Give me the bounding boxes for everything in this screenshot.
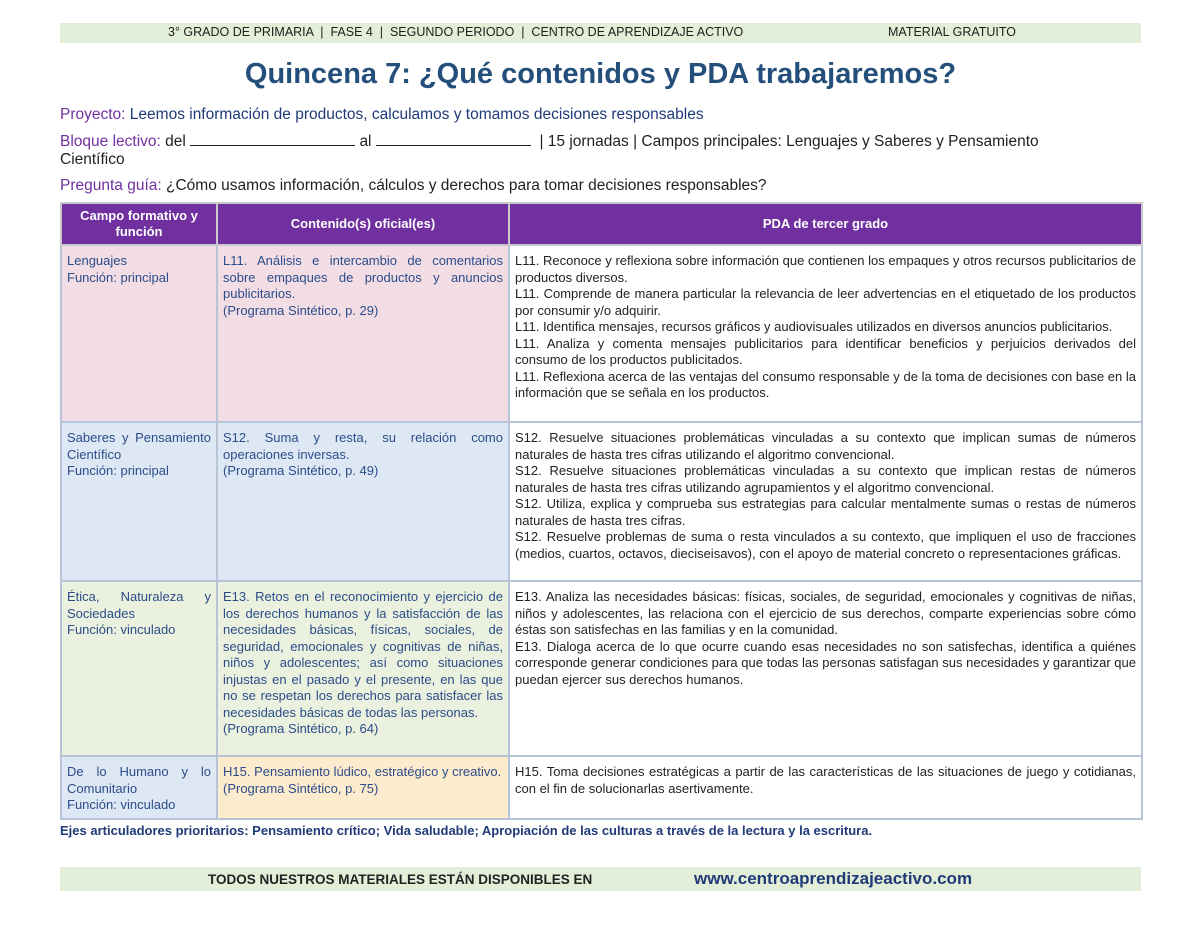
bloque-line <box>60 132 1141 169</box>
proyecto-line <box>60 106 1141 124</box>
campo-funcion: Función: principal <box>67 463 169 478</box>
contenido-text: L11. Análisis e intercambio de comentarios sobre empaques de productos y anuncios publicitarios. <box>223 253 503 301</box>
pregunta-label: Pregunta guía: <box>60 177 162 194</box>
table-row <box>61 245 1142 422</box>
footer-bar <box>60 867 1141 891</box>
contenido-text: H15. Pensamiento lúdico, estratégico y creativo. <box>223 764 502 779</box>
pda-item: L11. Comprende de manera particular la relevancia de leer advertencias en el etiquetado de los productos por consumir y/o adquirir. <box>515 286 1136 318</box>
bloque-details-cont: Científico <box>60 151 125 168</box>
contenido-programa: (Programa Sintético, p. 75) <box>223 780 379 796</box>
footer-url-link[interactable]: www.centroaprendizajeactivo.com <box>694 869 973 888</box>
bloque-del-blank[interactable] <box>190 132 355 146</box>
campo-cell <box>61 422 217 581</box>
pda-item: L11. Reflexiona acerca de las ventajas del consumo responsable y de la toma de decisiones con base en la información que se señala en los productos. <box>515 368 1136 400</box>
ejes-articuladores: Ejes articuladores prioritarios: Pensamiento crítico; Vida saludable; Apropiación de las culturas a través de la lectura y la escritura. <box>60 823 873 838</box>
campo-name: De lo Humano y lo Comunitario <box>67 764 211 796</box>
contenido-programa: (Programa Sintético, p. 29) <box>223 302 379 318</box>
contenido-programa: (Programa Sintético, p. 49) <box>223 463 379 478</box>
header-info: 3° GRADO DE PRIMARIA | FASE 4 | SEGUNDO PERIODO | CENTRO DE APRENDIZAJE ACTIVO <box>168 25 744 39</box>
campo-name: Saberes y Pensamiento Científico <box>67 430 211 462</box>
pda-cell <box>509 245 1142 422</box>
contenido-text: E13. Retos en el reconocimiento y ejercicio de los derechos humanos y la satisfacción de las necesidades básicas, físicas, sociales, de seguridad, emocionales y cognitivas de niñas, niños y adolescentes; así como situaciones injustas en el pasado y el presente, en las que no se respetan los derechos para satisfacer las necesidades básicas de todas las personas. <box>223 589 503 720</box>
proyecto-value: Leemos información de productos, calculamos y tomamos decisiones responsables <box>129 106 704 123</box>
header-contenido: Contenido(s) oficial(es) <box>217 203 509 245</box>
proyecto-label: Proyecto: <box>60 106 126 123</box>
table-row <box>61 422 1142 581</box>
campo-funcion: Función: vinculado <box>67 622 176 637</box>
pda-cell <box>509 422 1142 581</box>
footer-text: TODOS NUESTROS MATERIALES ESTÁN DISPONIBLES EN <box>208 872 593 887</box>
pregunta-value: ¿Cómo usamos información, cálculos y derechos para tomar decisiones responsables? <box>166 177 767 194</box>
contenido-programa: (Programa Sintético, p. 64) <box>223 721 379 736</box>
bloque-al: al <box>359 133 372 150</box>
campo-name: Ética, Naturaleza y Sociedades <box>67 589 211 621</box>
contenido-text: S12. Suma y resta, su relación como operaciones inversas. <box>223 430 503 462</box>
campo-funcion: Función: vinculado <box>67 797 176 812</box>
table-row <box>61 756 1142 819</box>
campo-cell <box>61 756 217 819</box>
bloque-details: | 15 jornadas | Campos principales: Lenguajes y Saberes y Pensamiento <box>539 133 1039 150</box>
table-header-row <box>61 203 1142 245</box>
contents-table <box>60 202 1143 820</box>
bloque-al-blank[interactable] <box>376 132 531 146</box>
contenido-cell <box>217 581 509 756</box>
header-pda: PDA de tercer grado <box>509 203 1142 245</box>
bloque-label: Bloque lectivo: <box>60 133 161 150</box>
contenido-cell <box>217 422 509 581</box>
table-row <box>61 581 1142 756</box>
pda-item: S12. Resuelve situaciones problemáticas vinculadas a su contexto que implican restas de números naturales de hasta tres cifras utilizando agrupamientos y el algoritmo convencional. <box>515 463 1136 495</box>
pda-item: S12. Resuelve problemas de suma o resta vinculados a su contexto, que impliquen el uso de fracciones (medios, cuartos, octavos, dieciseisavos), con el apoyo de material concreto o representaciones gráficas. <box>515 529 1136 561</box>
pda-item: E13. Dialoga acerca de lo que ocurre cuando esas necesidades no son satisfechas, identifica a quiénes corresponde generar condiciones para que todas las personas satisfagan sus necesidades y garantizar que puedan ejercer sus derechos humanos. <box>515 638 1136 687</box>
header-bar <box>60 23 1141 43</box>
pda-item: E13. Analiza las necesidades básicas: físicas, sociales, de seguridad, emocionales y cognitivas de niñas, niños y adolescentes, las relaciona con el ejercicio de sus derechos, comparte experiencias sobre cómo éstas son satisfechas en las familias y en la comunidad. <box>515 589 1136 637</box>
campo-cell <box>61 245 217 422</box>
campo-cell <box>61 581 217 756</box>
pda-item: L11. Reconoce y reflexiona sobre información que contienen los empaques y otros recursos publicitarios de productos diversos. <box>515 253 1136 285</box>
pda-cell <box>509 756 1142 819</box>
pda-item: S12. Utiliza, explica y comprueba sus estrategias para calcular mentalmente sumas o restas de números naturales de hasta tres cifras. <box>515 496 1136 528</box>
pda-item: L11. Analiza y comenta mensajes publicitarios para identificar beneficios y perjuicios derivados del consumo de los productos publicitados. <box>515 335 1136 367</box>
contenido-cell <box>217 245 509 422</box>
header-campo: Campo formativo y función <box>61 203 217 245</box>
header-free-label: MATERIAL GRATUITO <box>888 25 1017 39</box>
pda-item: L11. Identifica mensajes, recursos gráficos y audiovisuales utilizados en diversos anuncios publicitarios. <box>515 319 1113 334</box>
page-title: Quincena 7: ¿Qué contenidos y PDA trabajaremos? <box>244 58 957 90</box>
bloque-del: del <box>165 133 186 150</box>
pda-item: S12. Resuelve situaciones problemáticas vinculadas a su contexto que implican sumas de números naturales de hasta tres cifras utilizando el algoritmo convencional. <box>515 430 1136 462</box>
campo-name: Lenguajes <box>67 253 127 268</box>
contenido-cell <box>217 756 509 819</box>
pda-cell <box>509 581 1142 756</box>
pregunta-line <box>60 177 1141 195</box>
pda-item: H15. Toma decisiones estratégicas a partir de las características de las situaciones de juego y cotidianas, con el fin de solucionarlas asertivamente. <box>515 764 1136 796</box>
campo-funcion: Función: principal <box>67 269 169 285</box>
